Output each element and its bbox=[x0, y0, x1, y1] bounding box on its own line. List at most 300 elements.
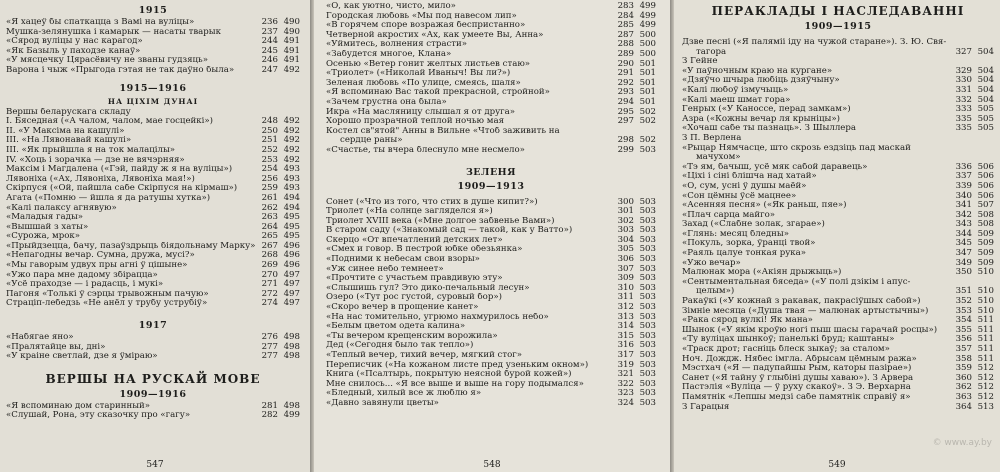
toc-entry-note-page: 506 bbox=[977, 171, 994, 182]
toc-entry-note-page: 493 bbox=[283, 173, 300, 184]
toc-entry-page: 292 bbox=[617, 77, 634, 88]
toc-entry-title: II. «У Максіма на кашулі» bbox=[6, 126, 125, 136]
toc-entry-title: Генрых («У Каноссе, перад замкам») bbox=[682, 105, 851, 115]
toc-entry-page: 311 bbox=[617, 292, 634, 303]
toc-entry-page: 263 bbox=[261, 212, 278, 223]
toc-entry-page: 301 bbox=[617, 206, 634, 217]
toc-list-heine bbox=[682, 67, 994, 134]
toc-entry bbox=[326, 40, 656, 50]
page-547 bbox=[0, 0, 310, 472]
toc-entry-continuation: целым») 351 510 bbox=[696, 286, 994, 297]
toc-entry-title: «Калі палаксу агнявую» bbox=[6, 203, 117, 213]
toc-entry bbox=[682, 268, 994, 278]
toc-entry-title: «Як Базыль у паходзе канаў» bbox=[6, 46, 141, 56]
toc-entry bbox=[326, 380, 656, 390]
toc-entry bbox=[6, 156, 300, 166]
watermark: © www.ay.by bbox=[932, 438, 992, 448]
toc-entry bbox=[326, 12, 656, 22]
section-subheading: НА ЦІХІМ ДУНАІ bbox=[107, 96, 199, 106]
toc-entry-note-page: 504 bbox=[977, 75, 994, 86]
toc-entry-title: «Уймитесь, волнения страсти» bbox=[326, 40, 468, 50]
toc-entry bbox=[6, 56, 300, 66]
toc-entry bbox=[6, 108, 300, 118]
toc-entry-page: 269 bbox=[261, 260, 278, 271]
toc-entry-title: Мушка-зелянушка і камарык — насаты тварык bbox=[6, 27, 221, 37]
toc-entry-page: 343 bbox=[955, 219, 972, 230]
toc-entry bbox=[6, 261, 300, 271]
toc-entry-page: 283 bbox=[617, 1, 634, 11]
toc-entry-page: 345 bbox=[955, 238, 972, 249]
toc-entry-page: 353 bbox=[955, 305, 972, 316]
toc-entry bbox=[326, 108, 656, 118]
toc-entry bbox=[326, 31, 656, 41]
toc-entry-page: 271 bbox=[261, 279, 278, 290]
toc-entry-title: «Слушай, Рона, эту сказочку про «гагу» bbox=[6, 411, 191, 421]
toc-entry-page: 314 bbox=[617, 321, 634, 332]
toc-entry-title: Городская любовь «Мы под навесом лип» bbox=[326, 11, 517, 21]
toc-entry-title: «Покуль, зорка, ўранці твой» bbox=[682, 239, 816, 249]
toc-entry-note-page: 508 bbox=[977, 209, 994, 220]
toc-entry-note-page: 494 bbox=[283, 202, 300, 213]
toc-entry bbox=[682, 76, 994, 86]
toc-entry-note-page: 501 bbox=[639, 96, 656, 107]
toc-entry-title: «Тэ ям, бачыш, усё мяк сабой даравець» bbox=[682, 162, 868, 172]
toc-entry: З Гарацыя 364 513 bbox=[682, 401, 994, 412]
toc-entry-note-page: 496 bbox=[283, 240, 300, 251]
toc-entry bbox=[326, 207, 656, 217]
toc-list-zelenia bbox=[326, 198, 656, 409]
toc-entry-page: 274 bbox=[261, 298, 278, 309]
toc-entry bbox=[682, 124, 994, 134]
toc-entry bbox=[326, 389, 656, 399]
toc-entry bbox=[682, 86, 994, 96]
toc-entry-title: «Скоро вечер в прощение канет» bbox=[326, 303, 479, 313]
toc-entry-title: Триолет («На солнце загляделся я») bbox=[326, 207, 493, 217]
toc-entry-title: «Давно завянули цветы» bbox=[326, 398, 439, 408]
toc-entry bbox=[326, 69, 656, 79]
toc-entry-note-page: 501 bbox=[639, 87, 656, 98]
page-549 bbox=[674, 0, 1000, 472]
toc-entry-page: 303 bbox=[617, 225, 634, 236]
toc-entry bbox=[6, 117, 300, 127]
toc-entry-page: 302 bbox=[617, 215, 634, 226]
toc-list-verlaine bbox=[682, 163, 994, 278]
toc-entry-page: 290 bbox=[617, 58, 634, 69]
toc-entry-note-page: 509 bbox=[977, 228, 994, 239]
toc-entry bbox=[682, 230, 994, 240]
toc-entry-title: Санет («Я тайну ў глыбіні душы хаваю»). З Арвера bbox=[682, 373, 914, 383]
toc-entry-note-page: 496 bbox=[283, 250, 300, 261]
toc-entry-note-page: 492 bbox=[283, 64, 300, 75]
toc-entry-note-page: 498 bbox=[283, 351, 300, 362]
toc-entry bbox=[6, 66, 300, 76]
toc-entry-title: «Я вспоминаю дом старинный» bbox=[6, 401, 151, 411]
toc-entry bbox=[326, 399, 656, 409]
toc-list-1917 bbox=[6, 333, 300, 362]
toc-entry-page: 307 bbox=[617, 263, 634, 274]
toc-entry-title: «У краіне светлай, дзе я ўміраю» bbox=[6, 352, 158, 362]
toc-entry bbox=[682, 393, 994, 403]
toc-entry-page: 322 bbox=[617, 378, 634, 389]
toc-entry-note-page: 511 bbox=[977, 315, 994, 326]
page-548 bbox=[314, 0, 670, 472]
toc-entry bbox=[6, 352, 300, 362]
toc-entry-page: 323 bbox=[617, 388, 634, 399]
toc-entry-title: «Дзяўчо шчыра любіць дзяўчыну» bbox=[682, 76, 840, 86]
toc-entry bbox=[6, 18, 300, 28]
toc-entry-page: 347 bbox=[955, 248, 972, 259]
toc-entry bbox=[326, 293, 656, 303]
toc-entry-title: Зімніе месяца («Душа твая — малюнак артыстычны») bbox=[682, 306, 929, 316]
toc-entry-note-page: 503 bbox=[639, 244, 656, 255]
toc-entry-note-page: 503 bbox=[639, 340, 656, 351]
toc-entry bbox=[6, 242, 300, 252]
toc-entry-page: 293 bbox=[617, 87, 634, 98]
toc-entry-note-page: 497 bbox=[283, 288, 300, 299]
section-heading-russian: ВЕРШЫ НА РУСКАЙ МОВЕ bbox=[45, 371, 261, 386]
toc-entry-note-page: 502 bbox=[639, 116, 656, 127]
toc-entry bbox=[326, 322, 656, 332]
toc-entry-title: «О, как уютно, чисто, мило» bbox=[326, 2, 456, 11]
toc-entry bbox=[6, 127, 300, 137]
toc-entry-title: Озеро («Тут рос густой, суровый бор») bbox=[326, 293, 502, 303]
toc-entry-title: Пастэлія «Вуліца — ў руху скакоў». З Э. Верхарна bbox=[682, 383, 911, 393]
toc-entry bbox=[326, 361, 656, 371]
toc-entry-page: 344 bbox=[955, 228, 972, 239]
toc-entry-title: Пагоня «Толькі ў сэрцы трывожным пачую» bbox=[6, 289, 209, 299]
toc-entry-page: 317 bbox=[617, 350, 634, 360]
toc-entry-title: «Я вспоминаю Вас такой прекрасной, стройной» bbox=[326, 88, 550, 98]
toc-entry-page: 284 bbox=[617, 10, 634, 21]
toc-entry-page: 313 bbox=[617, 311, 634, 322]
toc-entry-page: 277 bbox=[261, 351, 278, 362]
toc-entry-page: 236 bbox=[261, 17, 278, 27]
toc-entry-title: «Плач сарца майго» bbox=[682, 210, 776, 220]
toc-entry-page: 306 bbox=[617, 254, 634, 265]
toc-entry-title: «Калі любоў ізмучыць» bbox=[682, 85, 789, 95]
toc-entry-page: 321 bbox=[617, 369, 634, 380]
toc-entry-page: 304 bbox=[617, 234, 634, 245]
toc-entry: Дзве песні («Я паляміі іду на чужой старане»). З. Ю. Свя- bbox=[682, 38, 947, 47]
section-heading-translations: ПЕРАКЛАДЫ І НАСЛЕДАВАННІ bbox=[711, 4, 965, 18]
toc-entry-note-page: 492 bbox=[283, 135, 300, 146]
toc-entry-note-page: 511 bbox=[977, 353, 994, 364]
toc-entry bbox=[682, 383, 994, 393]
toc-entry-title: Агата («Помню — йшла я да ратушы хутка») bbox=[6, 193, 211, 203]
toc-entry bbox=[682, 259, 994, 269]
toc-entry-page: 305 bbox=[617, 244, 634, 255]
toc-entry-note-page: 492 bbox=[283, 144, 300, 155]
toc-entry bbox=[682, 220, 994, 230]
toc-entry-page: 335 bbox=[955, 113, 972, 124]
toc-entry-page: 358 bbox=[955, 353, 972, 364]
toc-entry-note-page: 503 bbox=[639, 321, 656, 332]
toc-entry-note-page: 503 bbox=[639, 350, 656, 360]
toc-entry-title: Книга («Псалтырь, покрытую неясной бурой кожей») bbox=[326, 370, 572, 380]
toc-entry bbox=[6, 271, 300, 281]
toc-entry-page: 339 bbox=[955, 180, 972, 191]
toc-entry bbox=[326, 226, 656, 236]
toc-entry-title: Сонет («Что из того, что стих в душе кипит?») bbox=[326, 197, 538, 207]
toc-entry-title: «Маладыя гады» bbox=[6, 213, 84, 223]
toc-entry-page: 276 bbox=[261, 332, 278, 343]
toc-entry-note-page: 500 bbox=[639, 29, 656, 40]
toc-entry bbox=[326, 60, 656, 70]
toc-entry-note-page: 504 bbox=[977, 65, 994, 76]
toc-entry-note-page: 499 bbox=[639, 1, 656, 11]
toc-entry-title: Захад («Слабне золак, згарае») bbox=[682, 220, 825, 230]
toc-entry-note-page: 500 bbox=[639, 39, 656, 50]
toc-entry-page: 244 bbox=[261, 36, 278, 47]
toc-entry bbox=[326, 265, 656, 275]
toc-entry-title: «Бледный, хилый все ж люблю я» bbox=[326, 389, 482, 399]
toc-entry-page: 288 bbox=[617, 39, 634, 50]
toc-entry-title: Вершы беларускага складу bbox=[6, 107, 131, 117]
toc-entry-title: Варона і чыж «Прыгода гэтая не так даўно была» bbox=[6, 65, 235, 75]
toc-entry-title: «Усё праходзе — і радасць, і мукі» bbox=[6, 280, 164, 290]
year-heading-1917: 1917 bbox=[138, 320, 168, 332]
toc-entry-note-page: 498 bbox=[283, 341, 300, 352]
toc-entry-note-page: 506 bbox=[977, 161, 994, 172]
toc-entry bbox=[6, 146, 300, 156]
toc-entry-note-page: 499 bbox=[639, 20, 656, 31]
toc-entry bbox=[682, 172, 994, 182]
toc-entry-note-page: 509 bbox=[977, 257, 994, 268]
toc-entry-page: 237 bbox=[261, 26, 278, 37]
toc-entry bbox=[6, 136, 300, 146]
toc-entry bbox=[6, 232, 300, 242]
toc-entry-page: 310 bbox=[617, 282, 634, 293]
toc-entry-page: 264 bbox=[261, 221, 278, 232]
toc-entry-page: 316 bbox=[617, 340, 634, 351]
toc-entry-title: «В горячем споре возражая беспристанно» bbox=[326, 21, 526, 31]
toc-entry bbox=[6, 343, 300, 353]
toc-entry-page: 287 bbox=[617, 29, 634, 40]
toc-entry-title: «Смех и говор. В пестрой юбке обезьянка» bbox=[326, 245, 523, 255]
toc-entry-title: Скірпуся («Ой, пайшла сабе Скірпуся на кірмаш») bbox=[6, 184, 238, 194]
toc-entry bbox=[6, 204, 300, 214]
toc-entry-title: «У паўночным краю на кургане» bbox=[682, 66, 833, 76]
toc-entry-title: «Непагодны вечар. Сумна, дружа, мусі?» bbox=[6, 251, 195, 261]
toc-entry-note-page: 503 bbox=[639, 369, 656, 380]
toc-entry-title: Осенью «Ветер гонит желтых листьев стаю» bbox=[326, 59, 531, 69]
toc-entry bbox=[326, 117, 656, 127]
toc-entry bbox=[682, 105, 994, 115]
toc-entry-note-page: 497 bbox=[283, 279, 300, 290]
toc-entry-note-page: 506 bbox=[977, 190, 994, 201]
toc-entry-note-page: 495 bbox=[283, 221, 300, 232]
toc-entry-page: 349 bbox=[955, 257, 972, 268]
toc-entry-note-page: 504 bbox=[977, 84, 994, 95]
toc-entry-title: «Вышшай з хаты» bbox=[6, 222, 89, 232]
toc-list-later bbox=[682, 297, 994, 403]
toc-list-russian-cont bbox=[326, 2, 656, 136]
toc-entry bbox=[326, 313, 656, 323]
subsection-heine: З Гейне bbox=[682, 57, 718, 67]
toc-entry-title: Мэстхач («Я — падупайшы Рым, каторы пазірае») bbox=[682, 364, 912, 374]
toc-entry bbox=[682, 297, 994, 307]
toc-entry-title: Четверной акростих «Ах, как умеете Вы, Анна» bbox=[326, 30, 544, 40]
toc-entry-note-page: 500 bbox=[639, 48, 656, 59]
toc-entry-page: 246 bbox=[261, 55, 278, 66]
toc-entry bbox=[6, 402, 300, 412]
toc-entry-title: «Траск дрот; гасніць блеск зыкаў; за сталом» bbox=[682, 345, 890, 354]
toc-entry-page: 335 bbox=[955, 123, 972, 134]
toc-entry-title: «Глянь: месяц бледны» bbox=[682, 229, 789, 239]
toc-entry-page: 362 bbox=[955, 382, 972, 393]
toc-entry-page: 297 bbox=[617, 116, 634, 127]
toc-entry-title: Страціп-лебедзь «Не анёл у трубу уструбіў» bbox=[6, 299, 208, 309]
toc-entry bbox=[326, 332, 656, 342]
toc-entry-note-page: 499 bbox=[639, 10, 656, 21]
toc-entry-page: 324 bbox=[617, 397, 634, 408]
toc-entry-title: III. «На Лявонавай кашулі» bbox=[6, 136, 132, 146]
toc-entry-title: Малюнак мора («Акіян дрыжыць») bbox=[682, 268, 842, 278]
toc-entry-note-page: 493 bbox=[283, 183, 300, 194]
toc-entry-page: 332 bbox=[955, 94, 972, 105]
toc-entry-title: «Мы гаворым удвух пры агні ў цішыне» bbox=[6, 261, 188, 271]
toc-entry-page: 329 bbox=[955, 65, 972, 76]
toc-entry-note-page: 495 bbox=[283, 212, 300, 223]
toc-entry-page: 354 bbox=[955, 315, 972, 326]
toc-entry-continuation: сердце раны» 298 502 bbox=[340, 135, 656, 146]
toc-entry-note-page: 507 bbox=[977, 200, 994, 211]
toc-entry-note-page: 492 bbox=[283, 125, 300, 136]
toc-entry-page: 360 bbox=[955, 372, 972, 383]
toc-entry bbox=[682, 96, 994, 106]
toc-entry bbox=[326, 303, 656, 313]
toc-entry-page: 295 bbox=[617, 106, 634, 117]
toc-entry-continuation: мачухом» bbox=[696, 152, 741, 163]
toc-entry-title: Дед («Сегодня было так тепло») bbox=[326, 341, 474, 351]
toc-entry bbox=[682, 307, 994, 317]
toc-entry: «Счастье, ты вчера блеснуло мне несмело» 299 503 bbox=[326, 144, 656, 155]
toc-entry bbox=[326, 198, 656, 208]
toc-entry-page: 331 bbox=[955, 84, 972, 95]
toc-entry-title: «Ужо вечар» bbox=[682, 258, 741, 268]
toc-entry-note-page: 503 bbox=[639, 225, 656, 236]
section-heading-zelenia: ЗЕЛЕНЯ bbox=[465, 166, 517, 178]
toc-entry-note-page: 503 bbox=[639, 397, 656, 408]
toc-entry-note-page: 505 bbox=[977, 113, 994, 124]
toc-entry-note-page: 510 bbox=[977, 305, 994, 316]
toc-entry bbox=[682, 192, 994, 202]
toc-entry-note-page: 493 bbox=[283, 164, 300, 175]
toc-entry-page: 363 bbox=[955, 391, 972, 402]
toc-entry bbox=[682, 201, 994, 211]
toc-entry-note-page: 512 bbox=[977, 372, 994, 383]
toc-entry bbox=[682, 326, 994, 336]
toc-entry-page: 356 bbox=[955, 334, 972, 345]
toc-entry bbox=[6, 37, 300, 47]
toc-entry-note-page: 501 bbox=[639, 77, 656, 88]
toc-list-1915 bbox=[6, 18, 300, 76]
toc-entry-title: «Подними к небесам свои взоры» bbox=[326, 255, 480, 265]
toc-entry-title: «Триолет» («Николай Иваныч! Вы ли?») bbox=[326, 69, 511, 79]
toc-entry-note-page: 499 bbox=[283, 410, 300, 421]
toc-entry-page: 248 bbox=[261, 116, 278, 127]
toc-entry-note-page: 503 bbox=[639, 234, 656, 245]
toc-entry-note-page: 490 bbox=[283, 26, 300, 37]
toc-entry-note-page: 501 bbox=[639, 68, 656, 79]
toc-entry-continuation: тагора 327 504 bbox=[696, 46, 994, 57]
toc-entry-note-page: 511 bbox=[977, 324, 994, 335]
toc-entry-page: 315 bbox=[617, 330, 634, 341]
toc-entry-title: Лявоніха («Ах, Лявоніха, Лявоніха мая!») bbox=[6, 174, 195, 184]
toc-entry-note-page: 492 bbox=[283, 154, 300, 165]
toc-entry-page: 259 bbox=[261, 183, 278, 194]
toc-entry-note-page: 503 bbox=[639, 302, 656, 313]
year-heading-1909-1915: 1909—1915 bbox=[804, 21, 872, 32]
toc-entry bbox=[326, 255, 656, 265]
toc-entry-page: 252 bbox=[261, 144, 278, 155]
toc-entry-note-page: 494 bbox=[283, 192, 300, 203]
toc-entry-note-page: 509 bbox=[977, 248, 994, 259]
toc-entry bbox=[326, 236, 656, 246]
toc-entry-title: «Я хацеў бы спаткацца з Вамі на вуліцы» bbox=[6, 18, 195, 27]
toc-entry bbox=[6, 223, 300, 233]
toc-entry bbox=[326, 341, 656, 351]
toc-entry bbox=[6, 299, 300, 309]
toc-entry bbox=[326, 88, 656, 98]
toc-entry-title: Памятнік «Лепшы медзі сабе памятнік справіў я» bbox=[682, 392, 911, 402]
year-heading-1909-1913: 1909—1913 bbox=[457, 180, 525, 192]
toc-entry-title: «Рака сярод вулкі! Як мана» bbox=[682, 316, 813, 326]
toc-entry-note-page: 497 bbox=[283, 298, 300, 309]
toc-entry-note-page: 498 bbox=[283, 400, 300, 411]
toc-entry-page: 270 bbox=[261, 269, 278, 280]
toc-entry bbox=[682, 163, 994, 173]
toc-entry-title: IV. «Хоць і зорачка — дзе не вячэрняя» bbox=[6, 155, 185, 165]
toc-entry-note-page: 511 bbox=[977, 334, 994, 345]
toc-entry-title: Зеленая любовь «По улице, смеясь, шаля» bbox=[326, 78, 521, 88]
toc-entry-note-page: 503 bbox=[639, 292, 656, 303]
toc-entry-title: Максім і Магдалена («Гэй, пайду ж я на вуліцы») bbox=[6, 165, 233, 175]
toc-entry-page: 245 bbox=[261, 45, 278, 56]
toc-entry-page: 355 bbox=[955, 324, 972, 335]
toc-entry-page: 282 bbox=[261, 410, 278, 421]
toc-entry-page: 272 bbox=[261, 288, 278, 299]
toc-entry bbox=[326, 217, 656, 227]
toc-entry bbox=[682, 239, 994, 249]
toc-entry-title: «Прочтите с участьем правдивую эту» bbox=[326, 274, 503, 284]
toc-entry-note-page: 492 bbox=[283, 116, 300, 127]
toc-entry-page: 333 bbox=[955, 104, 972, 115]
toc-entry-note-page: 503 bbox=[639, 215, 656, 226]
toc-entry bbox=[6, 194, 300, 204]
toc-entry-note-page: 490 bbox=[283, 17, 300, 27]
toc-entry-title: Шынок («У якім кроўю ногі пыш шасы гарачай росцы») bbox=[682, 325, 938, 335]
toc-entry-page: 309 bbox=[617, 273, 634, 284]
toc-entry: «Рыцар Нямчасце, што скрозь ездзіць пад маскай bbox=[682, 143, 911, 153]
toc-entry-page: 262 bbox=[261, 202, 278, 213]
toc-entry-title: «На нас томительно, угрюмо нахмурилось небо» bbox=[326, 312, 549, 322]
toc-entry-note-page: 504 bbox=[977, 94, 994, 105]
toc-entry-title: Азра («Кожны вечар ля крыніцы») bbox=[682, 114, 840, 124]
toc-entry-note-page: 503 bbox=[639, 282, 656, 293]
toc-entry bbox=[682, 316, 994, 326]
toc-entry-note-page: 503 bbox=[639, 378, 656, 389]
year-heading-1915-1916: 1915—1916 bbox=[119, 82, 187, 94]
toc-entry-title: «Сон цёмны ўсё мацнее» bbox=[682, 191, 797, 201]
toc-entry-page: 268 bbox=[261, 250, 278, 261]
toc-entry-page: 289 bbox=[617, 48, 634, 59]
toc-entry-note-page: 503 bbox=[639, 388, 656, 399]
toc-entry bbox=[682, 364, 994, 374]
toc-entry-title: «Пралятайце вы, дні» bbox=[6, 342, 106, 352]
toc-entry bbox=[682, 345, 994, 355]
toc-entry bbox=[682, 249, 994, 259]
